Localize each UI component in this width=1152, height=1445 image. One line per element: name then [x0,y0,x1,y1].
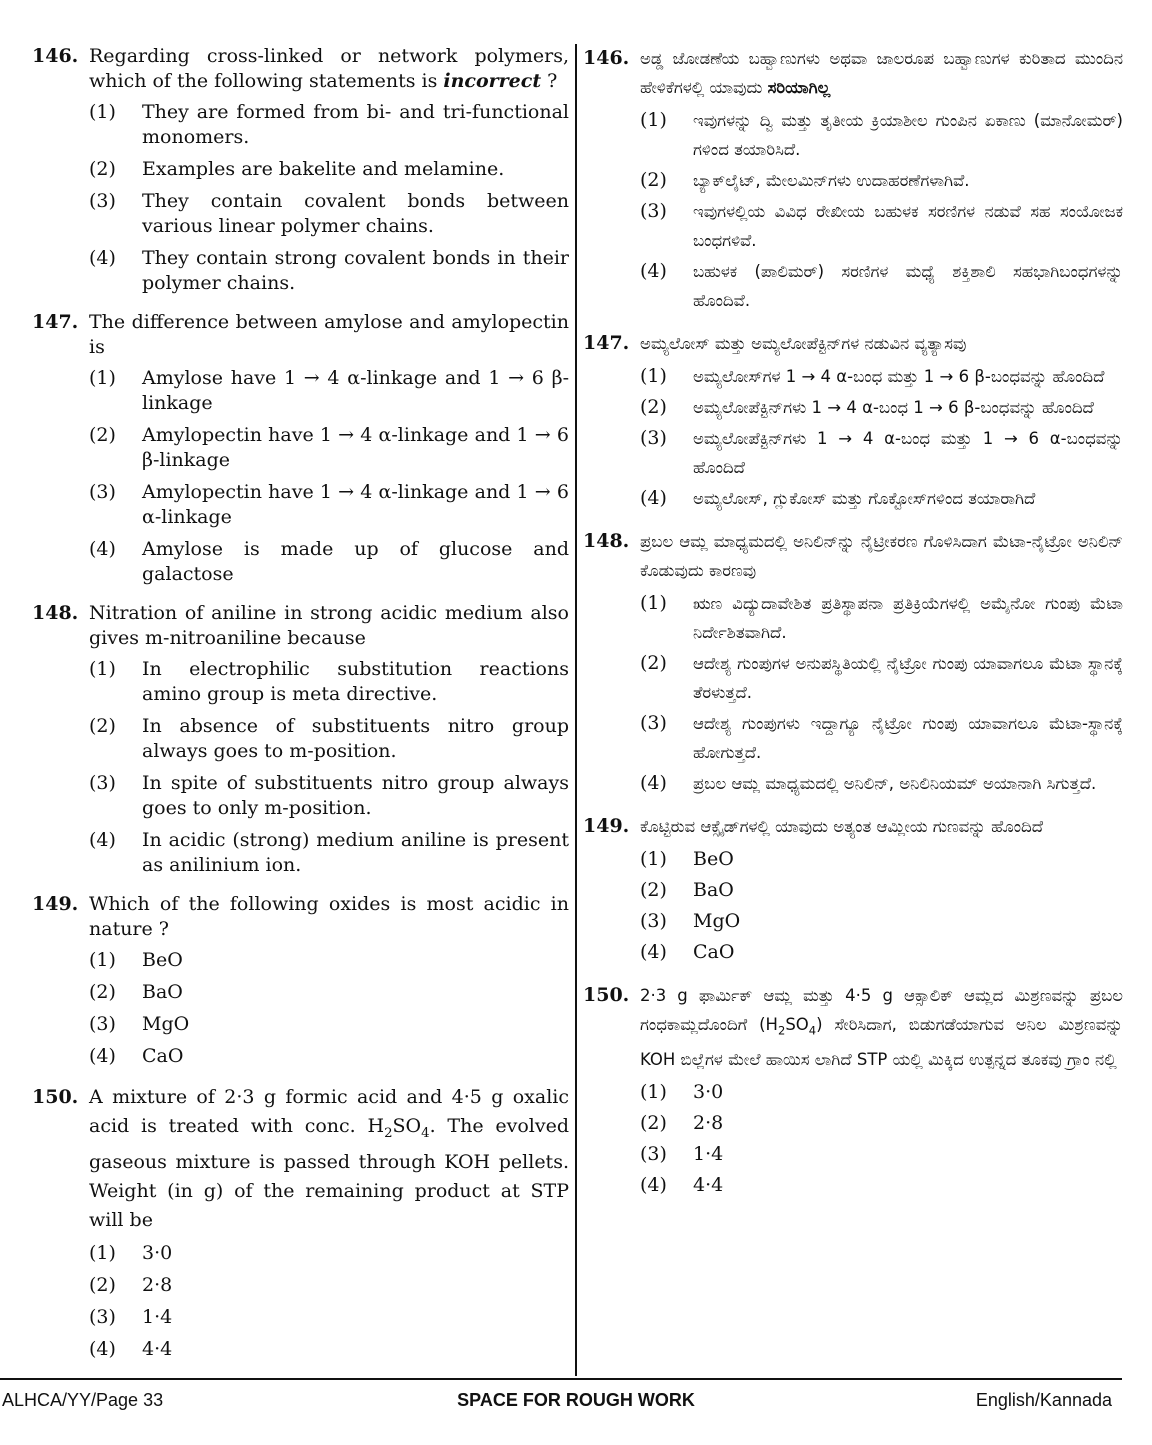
option: (4) ಬಹುಳಕ (ಪಾಲಿಮರ್) ಸರಣಿಗಳ ಮಧ್ಯೆ ಶಕ್ತಿಶಾಲಿ ಸಹಭಾಗಿಬಂಧಗಳನ್ನು ಹೊಂದಿವೆ. [640,260,1123,310]
option: (1) 3·0 [640,1081,724,1104]
question-stem: Nitration of aniline in strong acidic medium also gives m-nitroaniline because [89,602,569,649]
footer-language: English/Kannada [975,1390,1112,1410]
footer-page-code: ALHCA/YY/Page 33 [2,1390,164,1410]
option: (2) ಬ್ಯಾಕ್‌ಲೈಟ್, ಮೇಲಮಿನ್‌ಗಳು ಉದಾಹರಣೆಗಳಾಗಿವೆ. [640,169,970,191]
option: (1) They are formed from bi- and tri-functional monomers. [89,101,569,148]
option: (2) BaO [640,879,734,901]
footer-rule [0,1378,1122,1380]
question-148-kn [583,527,1123,798]
option: (4) 4·4 [89,1337,173,1360]
option: (4) They contain strong covalent bonds in their polymer chains. [89,247,569,294]
option: (3) ಆದೇಶ್ಯ ಗುಂಪುಗಳು ಇದ್ದಾಗ್ಯೂ ನೈಟ್ರೋ ಗುಂಪು ಯಾವಾಗಲೂ ಮೆಟಾ-ಸ್ಥಾನಕ್ಕೆ ಹೋಗುತ್ತದೆ. [640,712,1123,762]
option: (1) 3·0 [89,1241,173,1264]
question-number: 150. [32,1086,79,1108]
option: (4) 4·4 [640,1174,724,1197]
option: (2) 2·8 [89,1273,173,1296]
option: (2) Amylopectin have 1 → 4 α-linkage and 1 → 6 β-linkage [89,424,569,471]
option: (4) In acidic (strong) medium aniline is present as anilinium ion. [89,829,569,876]
option: (2) BaO [89,981,183,1003]
question-stem: Which of the following oxides is most acidic in nature ? [89,893,569,940]
question-146-en [32,44,569,296]
question-number: 147. [583,332,630,354]
question-150-en [32,1083,569,1362]
english-column [32,44,569,1376]
question-number: 147. [32,311,79,333]
option: (1) In electrophilic substitution reactions amino group is meta directive. [89,658,569,705]
option: (2) 2·8 [640,1112,724,1135]
question-stem: ಅಡ್ಡ ಜೋಡಣೆಯ ಬಹ್ವಾಣುಗಳು ಅಥವಾ ಜಾಲರೂಪ ಬಹ್ವಾಣುಗಳ ಕುರಿತಾದ ಮುಂದಿನ ಹೇಳಿಕೆಗಳಲ್ಲಿ ಯಾವುದು ಸರಿಯಾಗಿಲ್ಲ [640,49,1123,97]
question-147-en [32,310,569,587]
emphasis-incorrect: ಸರಿಯಾಗಿಲ್ಲ [767,78,831,97]
option: (4) CaO [89,1045,184,1067]
question-number: 148. [32,602,79,624]
question-number: 149. [32,893,79,915]
option: (3) ಇವುಗಳಲ್ಲಿಯ ವಿವಿಧ ರೇಖೀಯ ಬಹುಳಕ ಸರಣಿಗಳ ನಡುವೆ ಸಹ ಸಂಯೋಜಕ ಬಂಧಗಳಿವೆ. [640,200,1123,250]
question-stem: A mixture of 2·3 g formic acid and 4·5 g oxalic acid is treated with conc. $H_2SO_4$. The evolved gaseous mixture is passed through KOH pellets. Weight (in g) of the remaining product at STP will be [89,1086,569,1231]
option: (3) In spite of substituents nitro group always goes to only m-position. [89,772,569,819]
question-stem: Regarding cross-linked or network polymers, which of the following statements is incorrect ? [89,45,569,92]
question-stem: ಅಮ್ಯಲೋಸ್ ಮತ್ತು ಅಮ್ಯಲೋಪೆಕ್ಟಿನ್‌ಗಳ ನಡುವಿನ ವ್ಯತ್ಯಾಸವು [640,334,967,353]
emphasis-incorrect: incorrect [443,70,542,92]
question-stem: ಕೊಟ್ಟಿರುವ ಆಕ್ಸೈಡ್‌ಗಳಲ್ಲಿ ಯಾವುದು ಅತ್ಯಂತ ಆಮ್ಲೀಯ ಗುಣವನ್ನು ಹೊಂದಿದೆ [640,817,1044,836]
option: (1) ಅಮ್ಯಲೋಸ್‌ಗಳ 1 → 4 α-ಬಂಧ ಮತ್ತು 1 → 6 β-ಬಂಧವನ್ನು ಹೊಂದಿದೆ [640,365,1105,387]
question-147-kn [583,329,1123,513]
option: (2) ಅಮ್ಯಲೋಪೆಕ್ಟಿನ್‌ಗಳು 1 → 4 α-ಬಂಧ 1 → 6 β-ಬಂಧವನ್ನು ಹೊಂದಿದೆ [640,396,1094,418]
option: (4) Amylose is made up of glucose and galactose [89,538,569,585]
option: (1) ಋಣ ವಿದ್ಯುದಾವೇಶಿತ ಪ್ರತಿಸ್ಥಾಪನಾ ಪ್ರತಿಕ್ರಿಯೆಗಳಲ್ಲಿ ಅಮೈನೋ ಗುಂಪು ಮೆಟಾ ನಿರ್ದೇಶಿತವಾಗಿದೆ. [640,592,1123,642]
question-number: 148. [583,530,630,552]
option: (1) ಇವುಗಳನ್ನು ದ್ವಿ ಮತ್ತು ತೃತೀಯ ಕ್ರಿಯಾಶೀಲ ಗುಂಪಿನ ಏಕಾಣು (ಮಾನೋಮರ್) ಗಳಿಂದ ತಯಾರಿಸಿದೆ. [640,109,1123,159]
option: (2) In absence of substituents nitro group always goes to m-position. [89,715,569,762]
question-number: 150. [583,984,630,1006]
footer-rough-work: SPACE FOR ROUGH WORK [457,1390,695,1410]
question-stem: 2·3 g ಫಾರ್ಮಿಕ್ ಆಮ್ಲ ಮತ್ತು 4·5 g ಆಕ್ಸಾಲಿಕ್ ಆಮ್ಲದ ಮಿಶ್ರಣವನ್ನು ಪ್ರಬಲ ಗಂಧಕಾಮ್ಲದೊಂದಿಗೆ $(H_2SO_4)$ ಸೇರಿಸಿದಾಗ, ಬಿಡುಗಡೆಯಾಗುವ ಅನಿಲ ಮಿಶ್ರಣವನ್ನು KOH ಬಿಲ್ಲೆಗಳ ಮೇಲೆ ಹಾಯಿಸ ಲಾಗಿದೆ STP ಯಲ್ಲಿ ಮಿಕ್ಕಿದ ಉತ್ಪನ್ನದ ತೂಕವು ಗ್ರಾಂ ನಲ್ಲಿ [640,986,1123,1070]
option: (1) Amylose have 1 → 4 α-linkage and 1 → 6 β-linkage [89,367,569,414]
option: (3) MgO [640,910,741,932]
option: (4) ಅಮ್ಯಲೋಸ್, ಗ್ಲುಕೋಸ್ ಮತ್ತು ಗೊಕ್ಟೋಸ್‌ಗಳಿಂದ ತಯಾರಾಗಿದೆ [640,487,1036,509]
question-150-kn [583,981,1123,1200]
question-146-kn [583,44,1123,315]
question-number: 146. [32,45,79,67]
kannada-column [583,44,1123,1214]
option: (2) ಆದೇಶ್ಯ ಗುಂಪುಗಳ ಅನುಪಸ್ಥಿತಿಯಲ್ಲಿ ನೈಟ್ರೋ ಗುಂಪು ಯಾವಾಗಲೂ ಮೆಟಾ ಸ್ಥಾನಕ್ಕೆ ತೆರಳುತ್ತದೆ. [640,652,1123,702]
column-divider [575,44,577,1376]
option: (4) CaO [640,941,735,963]
option: (3) 1·4 [89,1305,173,1328]
option: (1) BeO [640,848,734,870]
question-stem: The difference between amylose and amylopectin is [89,311,569,358]
option: (3) MgO [89,1013,190,1035]
question-149-kn [583,812,1123,967]
question-number: 146. [583,47,630,69]
question-stem: ಪ್ರಬಲ ಆಮ್ಲ ಮಾಧ್ಯಮದಲ್ಲಿ ಅನಿಲಿನ್‌ನ್ನು ನೈಟ್ರೀಕರಣ ಗೊಳಿಸಿದಾಗ ಮೆಟಾ-ನೈಟ್ರೋ ಅನಿಲಿನ್ ಕೊಡುವುದು ಕಾರಣವು [640,532,1123,580]
question-148-en [32,601,569,878]
option: (2) Examples are bakelite and melamine. [89,158,505,180]
question-149-en [32,892,569,1069]
option: (3) 1·4 [640,1143,724,1166]
option: (3) Amylopectin have 1 → 4 α-linkage and 1 → 6 α-linkage [89,481,569,528]
option: (3) They contain covalent bonds between various linear polymer chains. [89,190,569,237]
option: (3) ಅಮ್ಯಲೋಪೆಕ್ಟಿನ್‌ಗಳು 1 → 4 α-ಬಂಧ ಮತ್ತು 1 → 6 α-ಬಂಧವನ್ನು ಹೊಂದಿದೆ [640,427,1123,477]
option: (4) ಪ್ರಬಲ ಆಮ್ಲ ಮಾಧ್ಯಮದಲ್ಲಿ ಅನಿಲಿನ್, ಅನಿಲಿನಿಯಮ್ ಅಯಾನಾಗಿ ಸಿಗುತ್ತದೆ. [640,772,1097,794]
question-number: 149. [583,815,630,837]
option: (1) BeO [89,949,183,971]
